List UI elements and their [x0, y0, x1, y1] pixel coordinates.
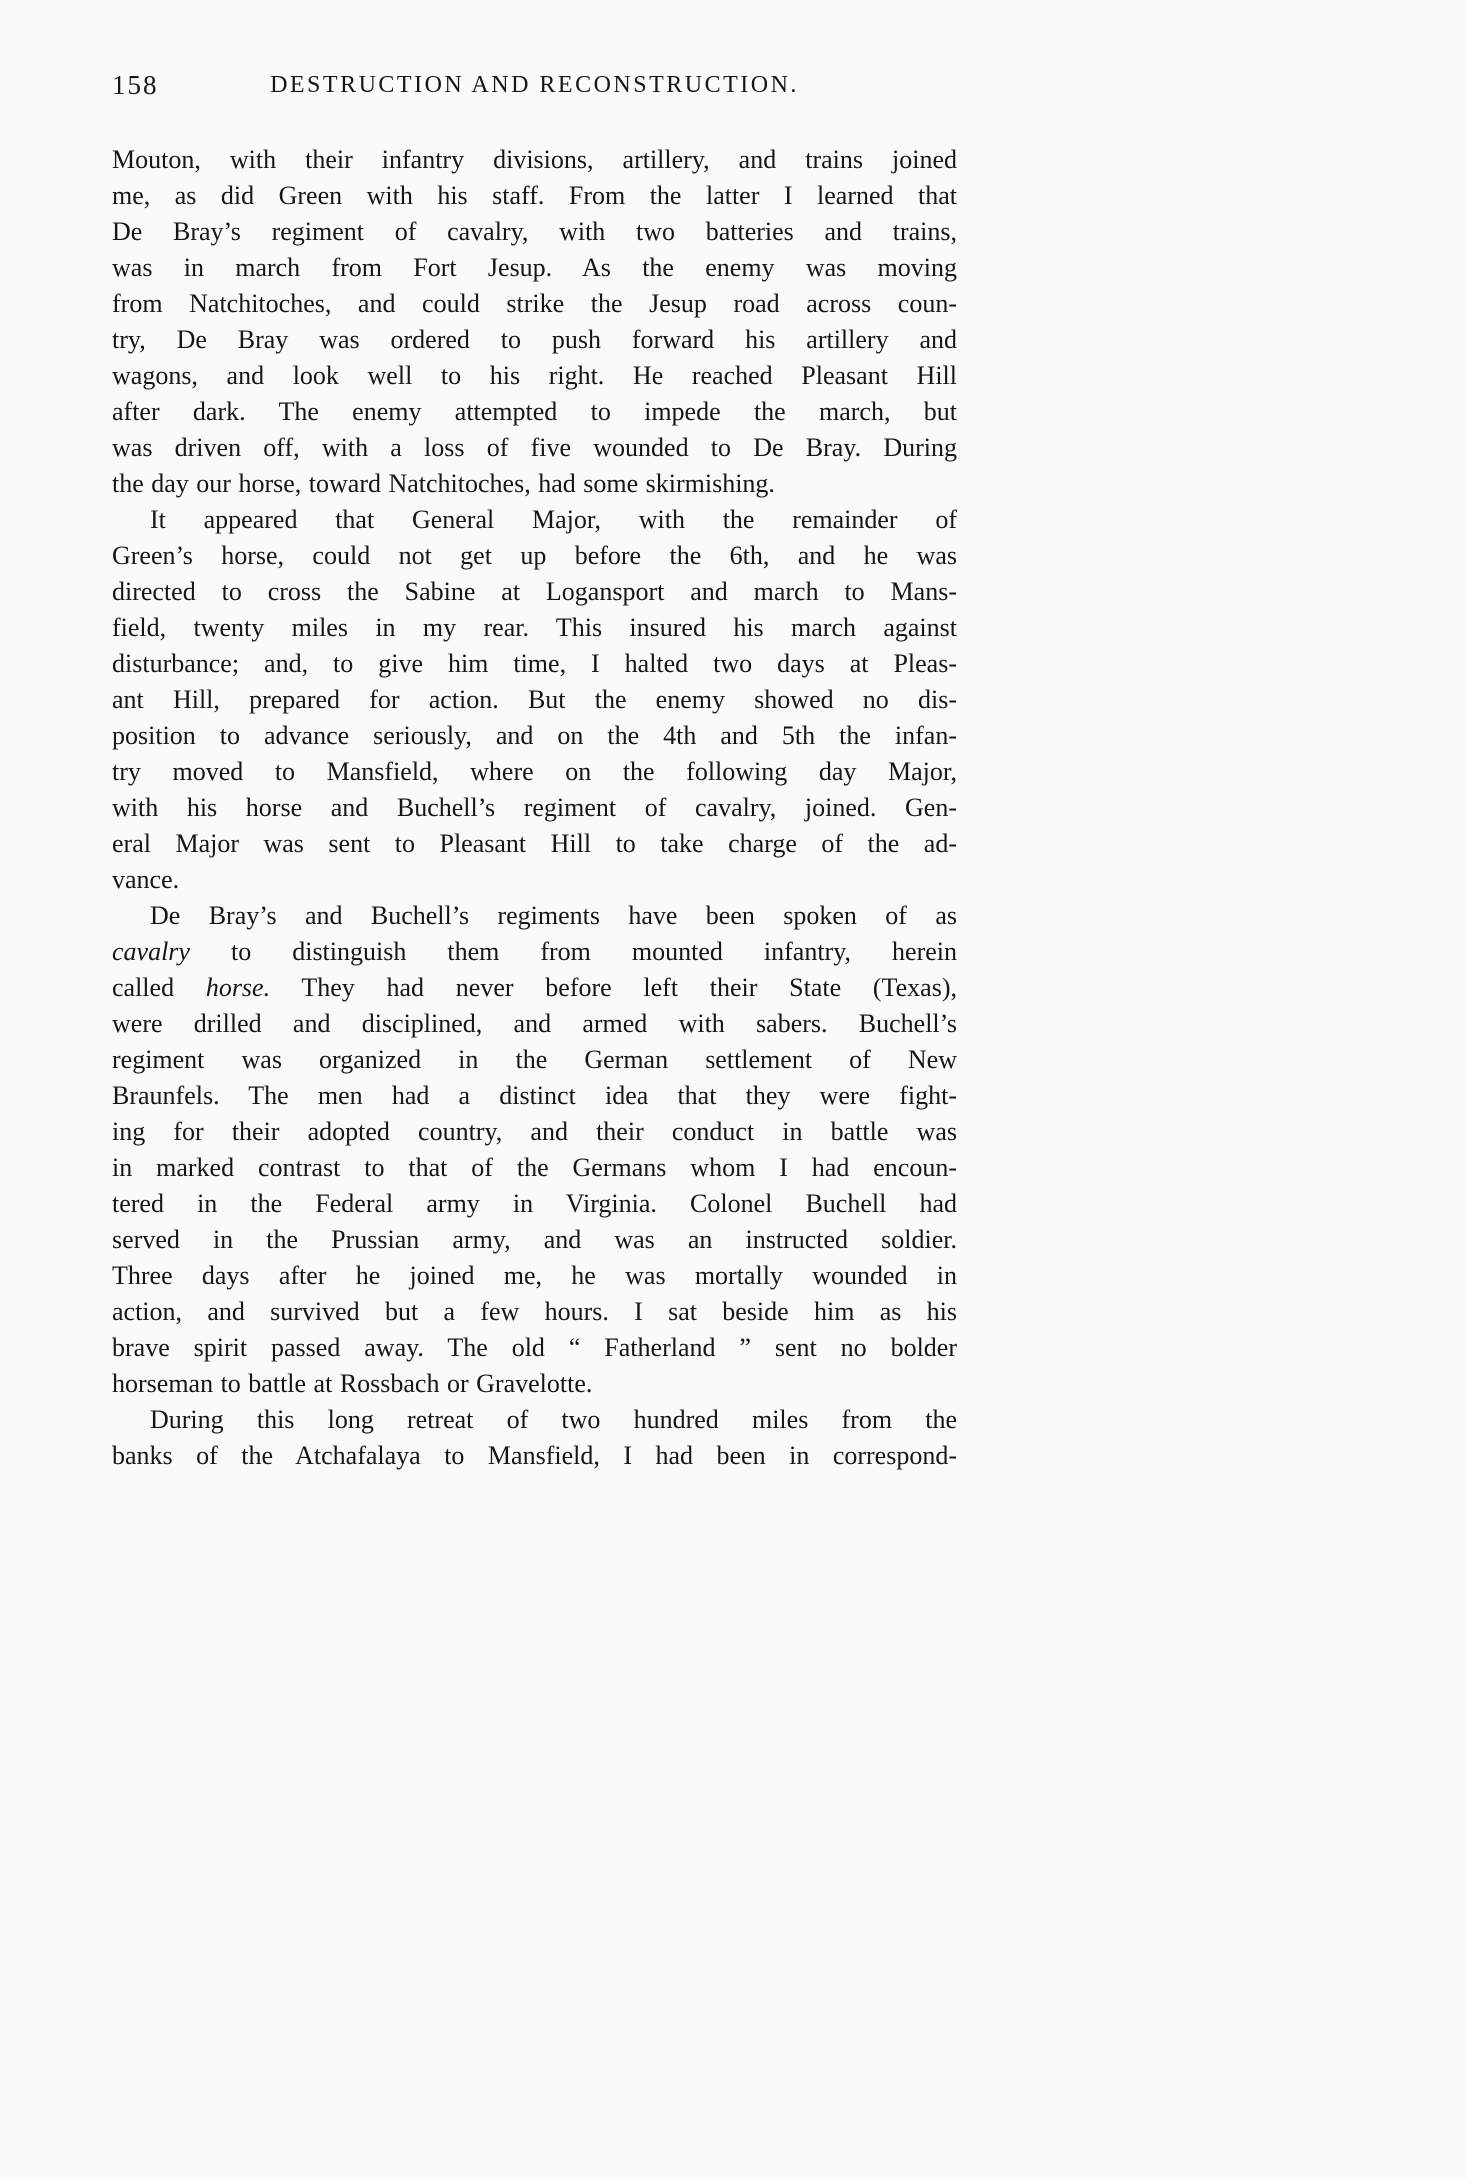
- text-line: [112, 1402, 957, 1438]
- text-line: [112, 574, 957, 610]
- text-line: [112, 286, 957, 322]
- italic-text-run: horse.: [205, 973, 271, 1002]
- text-line: [112, 1366, 957, 1402]
- text-run: banks of the Atchafalaya to Mansfield, I had been in correspond-: [112, 1441, 957, 1470]
- text-line: [112, 826, 957, 862]
- text-run: directed to cross the Sabine at Logansport and march to Mans-: [112, 577, 957, 606]
- text-line: [112, 1114, 957, 1150]
- text-line: [112, 394, 957, 430]
- text-line: [112, 1438, 957, 1474]
- text-run: position to advance seriously, and on the 4th and 5th the infan-: [112, 721, 957, 750]
- text-run: to distinguish them from mounted infantry, herein: [189, 937, 957, 966]
- text-run: try moved to Mansfield, where on the following day Major,: [112, 757, 957, 786]
- text-run: action, and survived but a few hours. I sat beside him as his: [112, 1297, 957, 1326]
- text-run: It appeared that General Major, with the remainder of: [150, 505, 957, 534]
- page-number: 158: [112, 70, 159, 100]
- text-run: regiment was organized in the German settlement of New: [112, 1045, 957, 1074]
- paragraph: [112, 502, 957, 898]
- text-line: [112, 250, 957, 286]
- text-line: [112, 754, 957, 790]
- text-line: [112, 1150, 957, 1186]
- text-run: During this long retreat of two hundred miles from the: [150, 1405, 957, 1434]
- text-run: brave spirit passed away. The old “ Fatherland ” sent no bolder: [112, 1333, 957, 1362]
- text-run: the day our horse, toward Natchitoches, had some skirmishing.: [112, 469, 775, 498]
- text-run: served in the Prussian army, and was an instructed soldier.: [112, 1225, 957, 1254]
- text-run: from Natchitoches, and could strike the Jesup road across coun-: [112, 289, 957, 318]
- text-line: [112, 646, 957, 682]
- text-run: ant Hill, prepared for action. But the enemy showed no dis-: [112, 685, 957, 714]
- text-run: with his horse and Buchell’s regiment of cavalry, joined. Gen-: [112, 793, 957, 822]
- text-run: field, twenty miles in my rear. This insured his march against: [112, 613, 957, 642]
- text-run: Green’s horse, could not get up before the 6th, and he was: [112, 541, 957, 570]
- text-line: [112, 862, 957, 898]
- text-run: called: [112, 973, 206, 1002]
- text-run: eral Major was sent to Pleasant Hill to take charge of the ad-: [112, 829, 957, 858]
- text-run: me, as did Green with his staff. From the latter I learned that: [112, 181, 957, 210]
- text-run: They had never before left their State (Texas),: [270, 973, 957, 1002]
- text-line: [112, 502, 957, 538]
- running-title: DESTRUCTION AND RECONSTRUCTION.: [270, 72, 799, 98]
- text-line: [112, 538, 957, 574]
- text-run: horseman to battle at Rossbach or Gravelotte.: [112, 1369, 593, 1398]
- text-run: vance.: [112, 865, 180, 894]
- paragraph: [112, 142, 957, 502]
- text-run: Braunfels. The men had a distinct idea that they were fight-: [112, 1081, 957, 1110]
- text-run: Three days after he joined me, he was mortally wounded in: [112, 1261, 957, 1290]
- text-line: [112, 790, 957, 826]
- text-line: [112, 430, 957, 466]
- text-line: [112, 214, 957, 250]
- text-line: [112, 1006, 957, 1042]
- text-line: [112, 1294, 957, 1330]
- text-line: [112, 1258, 957, 1294]
- text-run: was driven off, with a loss of five wounded to De Bray. During: [112, 433, 957, 462]
- text-line: [112, 898, 957, 934]
- text-line: [112, 358, 957, 394]
- text-line: [112, 610, 957, 646]
- text-line: [112, 682, 957, 718]
- text-line: [112, 970, 957, 1006]
- text-run: wagons, and look well to his right. He reached Pleasant Hill: [112, 361, 957, 390]
- text-line: [112, 322, 957, 358]
- text-line: [112, 1330, 957, 1366]
- text-line: [112, 1078, 957, 1114]
- page-header: [112, 72, 957, 99]
- text-run: tered in the Federal army in Virginia. Colonel Buchell had: [112, 1189, 957, 1218]
- text-line: [112, 466, 957, 502]
- text-run: in marked contrast to that of the Germans whom I had encoun-: [112, 1153, 957, 1182]
- italic-text-run: cavalry: [112, 937, 190, 966]
- text-run: ing for their adopted country, and their conduct in battle was: [112, 1117, 957, 1146]
- text-line: [112, 934, 957, 970]
- text-line: [112, 142, 957, 178]
- text-run: Mouton, with their infantry divisions, artillery, and trains joined: [112, 145, 957, 174]
- text-run: De Bray’s and Buchell’s regiments have been spoken of as: [150, 901, 957, 930]
- text-run: was in march from Fort Jesup. As the enemy was moving: [112, 253, 957, 282]
- text-line: [112, 1186, 957, 1222]
- text-line: [112, 178, 957, 214]
- text-run: were drilled and disciplined, and armed with sabers. Buchell’s: [112, 1009, 957, 1038]
- paragraph: [112, 1402, 957, 1474]
- text-run: De Bray’s regiment of cavalry, with two batteries and trains,: [112, 217, 957, 246]
- text-run: after dark. The enemy attempted to impede the march, but: [112, 397, 957, 426]
- page-body: [112, 142, 957, 1474]
- text-run: try, De Bray was ordered to push forward his artillery and: [112, 325, 957, 354]
- text-line: [112, 718, 957, 754]
- text-line: [112, 1222, 957, 1258]
- paragraph: [112, 898, 957, 1402]
- text-line: [112, 1042, 957, 1078]
- text-run: disturbance; and, to give him time, I halted two days at Pleas-: [112, 649, 957, 678]
